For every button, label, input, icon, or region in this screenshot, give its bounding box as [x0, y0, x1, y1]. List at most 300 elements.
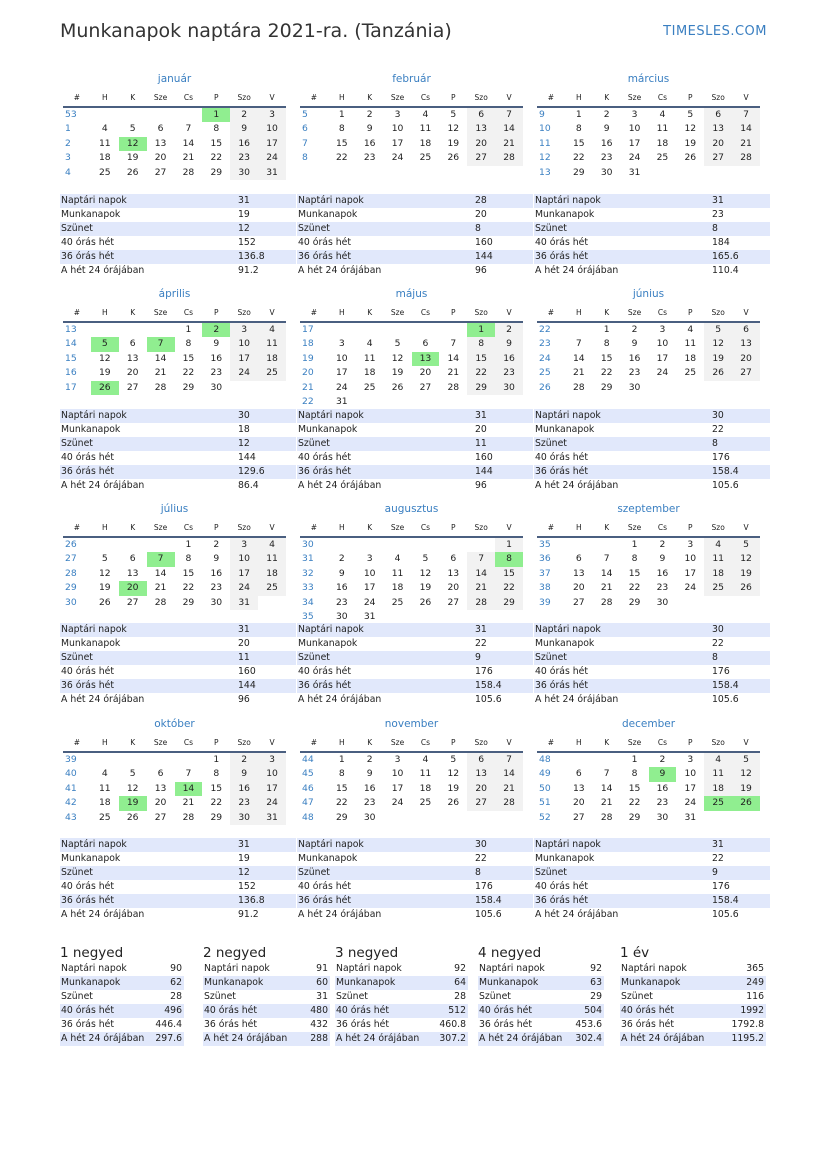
day-cell[interactable]: 15: [210, 137, 223, 149]
day-cell[interactable]: 3: [258, 107, 286, 122]
day-cell[interactable]: 20: [154, 152, 167, 164]
day-cell[interactable]: 18: [98, 152, 111, 164]
day-cell[interactable]: 28: [154, 381, 167, 393]
day-cell[interactable]: 20: [467, 137, 495, 151]
day-cell[interactable]: 18: [258, 352, 286, 366]
day-cell[interactable]: 9: [230, 122, 258, 136]
day-cell[interactable]: 18: [363, 367, 376, 379]
day-cell[interactable]: 16: [210, 352, 223, 364]
day-cell[interactable]: 27: [467, 151, 495, 165]
day-cell[interactable]: 15: [467, 352, 495, 366]
day-cell[interactable]: 27: [572, 811, 585, 823]
day-cell[interactable]: 17: [391, 137, 404, 149]
day-cell[interactable]: 28: [732, 151, 760, 165]
day-cell[interactable]: 10: [258, 122, 286, 136]
day-cell[interactable]: 27: [419, 381, 432, 393]
day-cell[interactable]: 6: [575, 553, 582, 565]
day-cell[interactable]: 13: [572, 782, 585, 794]
day-cell[interactable]: 29: [182, 596, 195, 608]
day-cell[interactable]: 16: [656, 567, 669, 579]
day-cell[interactable]: 26: [419, 596, 432, 608]
day-cell[interactable]: 17: [258, 782, 286, 796]
day-cell[interactable]: 27: [467, 796, 495, 810]
day-cell[interactable]: 14: [467, 567, 495, 581]
day-cell[interactable]: 23: [230, 151, 258, 165]
day-cell[interactable]: 12: [98, 567, 111, 579]
day-cell[interactable]: 11: [419, 123, 432, 135]
day-cell[interactable]: 19: [419, 582, 432, 594]
day-cell[interactable]: 22: [600, 367, 613, 379]
day-cell[interactable]: 29: [467, 381, 495, 395]
day-cell[interactable]: 29: [210, 166, 223, 178]
day-cell[interactable]: 17: [335, 367, 348, 379]
day-cell[interactable]: 11: [363, 352, 376, 364]
day-cell[interactable]: 4: [704, 752, 732, 767]
day-cell[interactable]: 3: [394, 109, 401, 120]
day-cell[interactable]: 30: [335, 611, 348, 623]
day-cell[interactable]: 26: [684, 152, 697, 164]
day-cell[interactable]: 26: [98, 596, 111, 608]
day-cell[interactable]: 6: [422, 338, 429, 350]
day-cell[interactable]: 17: [391, 782, 404, 794]
day-cell[interactable]: 15: [182, 567, 195, 579]
day-cell[interactable]: 10: [230, 552, 258, 566]
day-cell[interactable]: 30: [656, 596, 669, 608]
day-cell[interactable]: 15: [572, 137, 585, 149]
day-cell[interactable]: 10: [684, 553, 697, 565]
day-cell[interactable]: 16: [363, 137, 376, 149]
day-cell[interactable]: 3: [230, 322, 258, 337]
day-cell[interactable]: 30: [230, 166, 258, 180]
day-cell[interactable]: 9: [495, 337, 523, 351]
day-cell[interactable]: 28: [182, 811, 195, 823]
day-cell[interactable]: 29: [600, 381, 613, 393]
day-cell[interactable]: 7: [495, 752, 523, 767]
day-cell[interactable]: 8: [631, 553, 638, 565]
day-cell[interactable]: 11: [258, 337, 286, 351]
day-cell[interactable]: 7: [495, 107, 523, 122]
day-cell[interactable]: 4: [687, 324, 694, 335]
day-cell[interactable]: 4: [366, 338, 373, 350]
day-cell[interactable]: 28: [495, 151, 523, 165]
day-cell[interactable]: 24: [656, 367, 669, 379]
day-cell[interactable]: 21: [495, 137, 523, 151]
day-cell[interactable]: 24: [628, 152, 641, 164]
day-cell[interactable]: 1: [213, 754, 220, 765]
day-cell[interactable]: 31: [258, 166, 286, 180]
day-cell[interactable]: 24: [230, 366, 258, 380]
day-cell[interactable]: 14: [154, 352, 167, 364]
day-cell[interactable]: 24: [335, 381, 348, 393]
day-cell[interactable]: 17: [684, 567, 697, 579]
day-cell[interactable]: 26: [732, 581, 760, 595]
day-cell[interactable]: 10: [656, 338, 669, 350]
day-cell[interactable]: 1: [185, 324, 192, 335]
day-cell[interactable]: 22: [628, 582, 641, 594]
day-cell[interactable]: 1: [575, 109, 582, 120]
day-cell[interactable]: 12: [98, 352, 111, 364]
day-cell[interactable]: 30: [363, 811, 376, 823]
day-cell[interactable]: 10: [391, 768, 404, 780]
day-cell[interactable]: 29: [628, 811, 641, 823]
day-cell[interactable]: 4: [101, 768, 108, 780]
day-cell[interactable]: 27: [447, 596, 460, 608]
day-cell[interactable]: 6: [732, 322, 760, 337]
day-cell[interactable]: 26: [126, 811, 139, 823]
day-cell[interactable]: 25: [258, 366, 286, 380]
day-cell[interactable]: 15: [628, 782, 641, 794]
day-cell[interactable]: 30: [210, 381, 223, 393]
day-cell[interactable]: 7: [147, 337, 175, 351]
day-cell[interactable]: 25: [704, 581, 732, 595]
day-cell[interactable]: 25: [258, 581, 286, 595]
day-cell[interactable]: 29: [495, 596, 523, 610]
day-cell[interactable]: 26: [732, 796, 760, 810]
day-cell[interactable]: 25: [684, 367, 697, 379]
day-cell[interactable]: 10: [391, 123, 404, 135]
day-cell[interactable]: 27: [154, 811, 167, 823]
day-cell[interactable]: 8: [185, 553, 192, 565]
day-cell[interactable]: 9: [213, 553, 220, 565]
day-cell[interactable]: 8: [338, 768, 345, 780]
day-cell[interactable]: 31: [363, 611, 376, 623]
day-cell[interactable]: 28: [467, 596, 495, 610]
day-cell[interactable]: 12: [126, 782, 139, 794]
day-cell[interactable]: 16: [600, 137, 613, 149]
day-cell[interactable]: 21: [467, 581, 495, 595]
day-cell[interactable]: 26: [91, 381, 119, 395]
day-cell[interactable]: 12: [684, 123, 697, 135]
day-cell[interactable]: 6: [157, 123, 164, 135]
day-cell[interactable]: 30: [656, 811, 669, 823]
day-cell[interactable]: 4: [422, 754, 429, 765]
day-cell[interactable]: 23: [335, 596, 348, 608]
day-cell[interactable]: 6: [704, 107, 732, 122]
day-cell[interactable]: 13: [447, 567, 460, 579]
day-cell[interactable]: 26: [126, 166, 139, 178]
day-cell[interactable]: 22: [572, 152, 585, 164]
day-cell[interactable]: 5: [687, 109, 694, 120]
day-cell[interactable]: 5: [422, 553, 429, 565]
day-cell[interactable]: 20: [467, 782, 495, 796]
day-cell[interactable]: 18: [419, 137, 432, 149]
day-cell[interactable]: 22: [210, 797, 223, 809]
day-cell[interactable]: 3: [394, 754, 401, 765]
day-cell[interactable]: 22: [210, 152, 223, 164]
day-cell[interactable]: 7: [185, 768, 192, 780]
day-cell[interactable]: 25: [98, 811, 111, 823]
day-cell[interactable]: 14: [732, 122, 760, 136]
day-cell[interactable]: 2: [338, 553, 345, 565]
day-cell[interactable]: 7: [603, 768, 610, 780]
day-cell[interactable]: 5: [732, 537, 760, 552]
day-cell[interactable]: 12: [391, 352, 404, 364]
day-cell[interactable]: 10: [258, 767, 286, 781]
day-cell[interactable]: 27: [154, 166, 167, 178]
day-cell[interactable]: 21: [182, 797, 195, 809]
day-cell[interactable]: 7: [732, 107, 760, 122]
day-cell[interactable]: 20: [126, 367, 139, 379]
day-cell[interactable]: 18: [98, 797, 111, 809]
day-cell[interactable]: 31: [684, 811, 697, 823]
day-cell[interactable]: 28: [600, 811, 613, 823]
day-cell[interactable]: 21: [732, 137, 760, 151]
day-cell[interactable]: 8: [213, 123, 220, 135]
day-cell[interactable]: 25: [98, 166, 111, 178]
day-cell[interactable]: 17: [628, 137, 641, 149]
day-cell[interactable]: 30: [495, 381, 523, 395]
day-cell[interactable]: 27: [732, 366, 760, 380]
day-cell[interactable]: 5: [129, 123, 136, 135]
day-cell[interactable]: 10: [363, 567, 376, 579]
day-cell[interactable]: 4: [258, 537, 286, 552]
day-cell[interactable]: 30: [230, 811, 258, 825]
day-cell[interactable]: 26: [447, 797, 460, 809]
day-cell[interactable]: 14: [600, 782, 613, 794]
day-cell[interactable]: 25: [419, 152, 432, 164]
day-cell[interactable]: 16: [230, 137, 258, 151]
day-cell[interactable]: 19: [119, 796, 147, 810]
day-cell[interactable]: 12: [119, 137, 147, 151]
day-cell[interactable]: 20: [572, 582, 585, 594]
day-cell[interactable]: 24: [363, 596, 376, 608]
day-cell[interactable]: 7: [450, 338, 457, 350]
day-cell[interactable]: 31: [628, 166, 641, 178]
day-cell[interactable]: 1: [631, 539, 638, 550]
day-cell[interactable]: 2: [230, 752, 258, 767]
day-cell[interactable]: 23: [656, 582, 669, 594]
day-cell[interactable]: 5: [129, 768, 136, 780]
day-cell[interactable]: 25: [391, 596, 404, 608]
day-cell[interactable]: 3: [687, 539, 694, 550]
day-cell[interactable]: 14: [175, 782, 203, 796]
day-cell[interactable]: 26: [391, 381, 404, 393]
day-cell[interactable]: 23: [600, 152, 613, 164]
day-cell[interactable]: 23: [210, 367, 223, 379]
day-cell[interactable]: 13: [154, 137, 167, 149]
day-cell[interactable]: 29: [628, 596, 641, 608]
day-cell[interactable]: 26: [704, 366, 732, 380]
day-cell[interactable]: 1: [185, 539, 192, 550]
day-cell[interactable]: 15: [628, 567, 641, 579]
day-cell[interactable]: 20: [572, 797, 585, 809]
day-cell[interactable]: 2: [366, 754, 373, 765]
day-cell[interactable]: 20: [732, 352, 760, 366]
day-cell[interactable]: 11: [684, 338, 697, 350]
day-cell[interactable]: 13: [572, 567, 585, 579]
day-cell[interactable]: 17: [258, 137, 286, 151]
day-cell[interactable]: 16: [628, 352, 641, 364]
day-cell[interactable]: 22: [335, 797, 348, 809]
day-cell[interactable]: 7: [603, 553, 610, 565]
day-cell[interactable]: 14: [495, 767, 523, 781]
day-cell[interactable]: 19: [391, 367, 404, 379]
day-cell[interactable]: 9: [631, 338, 638, 350]
day-cell[interactable]: 14: [572, 352, 585, 364]
day-cell[interactable]: 23: [495, 366, 523, 380]
day-cell[interactable]: 1: [631, 754, 638, 765]
day-cell[interactable]: 23: [628, 367, 641, 379]
day-cell[interactable]: 18: [704, 782, 732, 796]
day-cell[interactable]: 3: [258, 752, 286, 767]
day-cell[interactable]: 9: [213, 338, 220, 350]
day-cell[interactable]: 19: [126, 152, 139, 164]
day-cell[interactable]: 20: [154, 797, 167, 809]
day-cell[interactable]: 15: [210, 782, 223, 794]
day-cell[interactable]: 6: [467, 752, 495, 767]
day-cell[interactable]: 12: [732, 767, 760, 781]
day-cell[interactable]: 29: [335, 811, 348, 823]
day-cell[interactable]: 8: [603, 338, 610, 350]
day-cell[interactable]: 28: [447, 381, 460, 393]
day-cell[interactable]: 3: [230, 537, 258, 552]
day-cell[interactable]: 22: [467, 366, 495, 380]
day-cell[interactable]: 10: [335, 352, 348, 364]
day-cell[interactable]: 19: [98, 582, 111, 594]
day-cell[interactable]: 16: [656, 782, 669, 794]
day-cell[interactable]: 13: [412, 352, 440, 366]
day-cell[interactable]: 2: [213, 539, 220, 550]
day-cell[interactable]: 2: [659, 754, 666, 765]
day-cell[interactable]: 5: [394, 338, 401, 350]
day-cell[interactable]: 4: [101, 123, 108, 135]
day-cell[interactable]: 4: [659, 109, 666, 120]
day-cell[interactable]: 25: [363, 381, 376, 393]
day-cell[interactable]: 30: [600, 166, 613, 178]
day-cell[interactable]: 2: [603, 109, 610, 120]
day-cell[interactable]: 8: [338, 123, 345, 135]
day-cell[interactable]: 23: [656, 797, 669, 809]
day-cell[interactable]: 4: [704, 537, 732, 552]
day-cell[interactable]: 19: [684, 137, 697, 149]
day-cell[interactable]: 28: [495, 796, 523, 810]
day-cell[interactable]: 24: [684, 582, 697, 594]
day-cell[interactable]: 12: [419, 567, 432, 579]
day-cell[interactable]: 25: [656, 152, 669, 164]
day-cell[interactable]: 8: [575, 123, 582, 135]
day-cell[interactable]: 2: [659, 539, 666, 550]
day-cell[interactable]: 2: [230, 107, 258, 122]
day-cell[interactable]: 11: [656, 123, 669, 135]
day-cell[interactable]: 2: [631, 324, 638, 335]
day-cell[interactable]: 22: [182, 582, 195, 594]
day-cell[interactable]: 15: [600, 352, 613, 364]
day-cell[interactable]: 25: [419, 797, 432, 809]
day-cell[interactable]: 19: [732, 782, 760, 796]
day-cell[interactable]: 18: [704, 567, 732, 581]
day-cell[interactable]: 20: [704, 137, 732, 151]
day-cell[interactable]: 12: [732, 552, 760, 566]
day-cell[interactable]: 11: [704, 552, 732, 566]
day-cell[interactable]: 15: [335, 137, 348, 149]
day-cell[interactable]: 7: [147, 552, 175, 566]
day-cell[interactable]: 9: [230, 767, 258, 781]
day-cell[interactable]: 20: [419, 367, 432, 379]
day-cell[interactable]: 24: [258, 151, 286, 165]
day-cell[interactable]: 6: [450, 553, 457, 565]
day-cell[interactable]: 6: [575, 768, 582, 780]
day-cell[interactable]: 8: [185, 338, 192, 350]
day-cell[interactable]: 9: [366, 123, 373, 135]
day-cell[interactable]: 11: [704, 767, 732, 781]
day-cell[interactable]: 31: [230, 596, 258, 610]
day-cell[interactable]: 9: [366, 768, 373, 780]
day-cell[interactable]: 14: [154, 567, 167, 579]
day-cell[interactable]: 6: [129, 553, 136, 565]
day-cell[interactable]: 21: [447, 367, 460, 379]
day-cell[interactable]: 14: [600, 567, 613, 579]
day-cell[interactable]: 11: [391, 567, 404, 579]
day-cell[interactable]: 6: [157, 768, 164, 780]
day-cell[interactable]: 15: [495, 567, 523, 581]
day-cell[interactable]: 28: [572, 381, 585, 393]
day-cell[interactable]: 29: [182, 381, 195, 393]
day-cell[interactable]: 18: [391, 582, 404, 594]
day-cell[interactable]: 5: [732, 752, 760, 767]
day-cell[interactable]: 13: [154, 782, 167, 794]
day-cell[interactable]: 21: [154, 582, 167, 594]
day-cell[interactable]: 23: [363, 797, 376, 809]
day-cell[interactable]: 24: [391, 152, 404, 164]
day-cell[interactable]: 7: [467, 552, 495, 566]
day-cell[interactable]: 21: [572, 367, 585, 379]
day-cell[interactable]: 29: [210, 811, 223, 823]
day-cell[interactable]: 1: [603, 324, 610, 335]
day-cell[interactable]: 21: [600, 582, 613, 594]
day-cell[interactable]: 6: [129, 338, 136, 350]
day-cell[interactable]: 16: [335, 582, 348, 594]
day-cell[interactable]: 9: [649, 767, 677, 781]
day-cell[interactable]: 19: [732, 567, 760, 581]
day-cell[interactable]: 9: [603, 123, 610, 135]
day-cell[interactable]: 22: [495, 581, 523, 595]
day-cell[interactable]: 13: [126, 352, 139, 364]
day-cell[interactable]: 1: [495, 537, 523, 552]
day-cell[interactable]: 20: [447, 582, 460, 594]
day-cell[interactable]: 3: [687, 754, 694, 765]
day-cell[interactable]: 14: [447, 352, 460, 364]
day-cell[interactable]: 8: [467, 337, 495, 351]
day-cell[interactable]: 17: [656, 352, 669, 364]
day-cell[interactable]: 16: [210, 567, 223, 579]
day-cell[interactable]: 19: [447, 782, 460, 794]
day-cell[interactable]: 5: [450, 109, 457, 120]
day-cell[interactable]: 21: [154, 367, 167, 379]
day-cell[interactable]: 9: [338, 567, 345, 579]
brand-logo[interactable]: TIMESLES.COM: [663, 24, 767, 39]
day-cell[interactable]: 28: [182, 166, 195, 178]
day-cell[interactable]: 13: [467, 767, 495, 781]
day-cell[interactable]: 28: [154, 596, 167, 608]
day-cell[interactable]: 12: [704, 337, 732, 351]
day-cell[interactable]: 14: [182, 137, 195, 149]
day-cell[interactable]: 6: [467, 107, 495, 122]
day-cell[interactable]: 30: [628, 381, 641, 393]
day-cell[interactable]: 18: [656, 137, 669, 149]
day-cell[interactable]: 21: [600, 797, 613, 809]
day-cell[interactable]: 7: [185, 123, 192, 135]
day-cell[interactable]: 3: [338, 338, 345, 350]
day-cell[interactable]: 27: [704, 151, 732, 165]
day-cell[interactable]: 22: [628, 797, 641, 809]
day-cell[interactable]: 23: [363, 152, 376, 164]
day-cell[interactable]: 18: [419, 782, 432, 794]
day-cell[interactable]: 22: [335, 152, 348, 164]
day-cell[interactable]: 5: [704, 322, 732, 337]
day-cell[interactable]: 4: [258, 322, 286, 337]
day-cell[interactable]: 1: [338, 109, 345, 120]
day-cell[interactable]: 19: [447, 137, 460, 149]
